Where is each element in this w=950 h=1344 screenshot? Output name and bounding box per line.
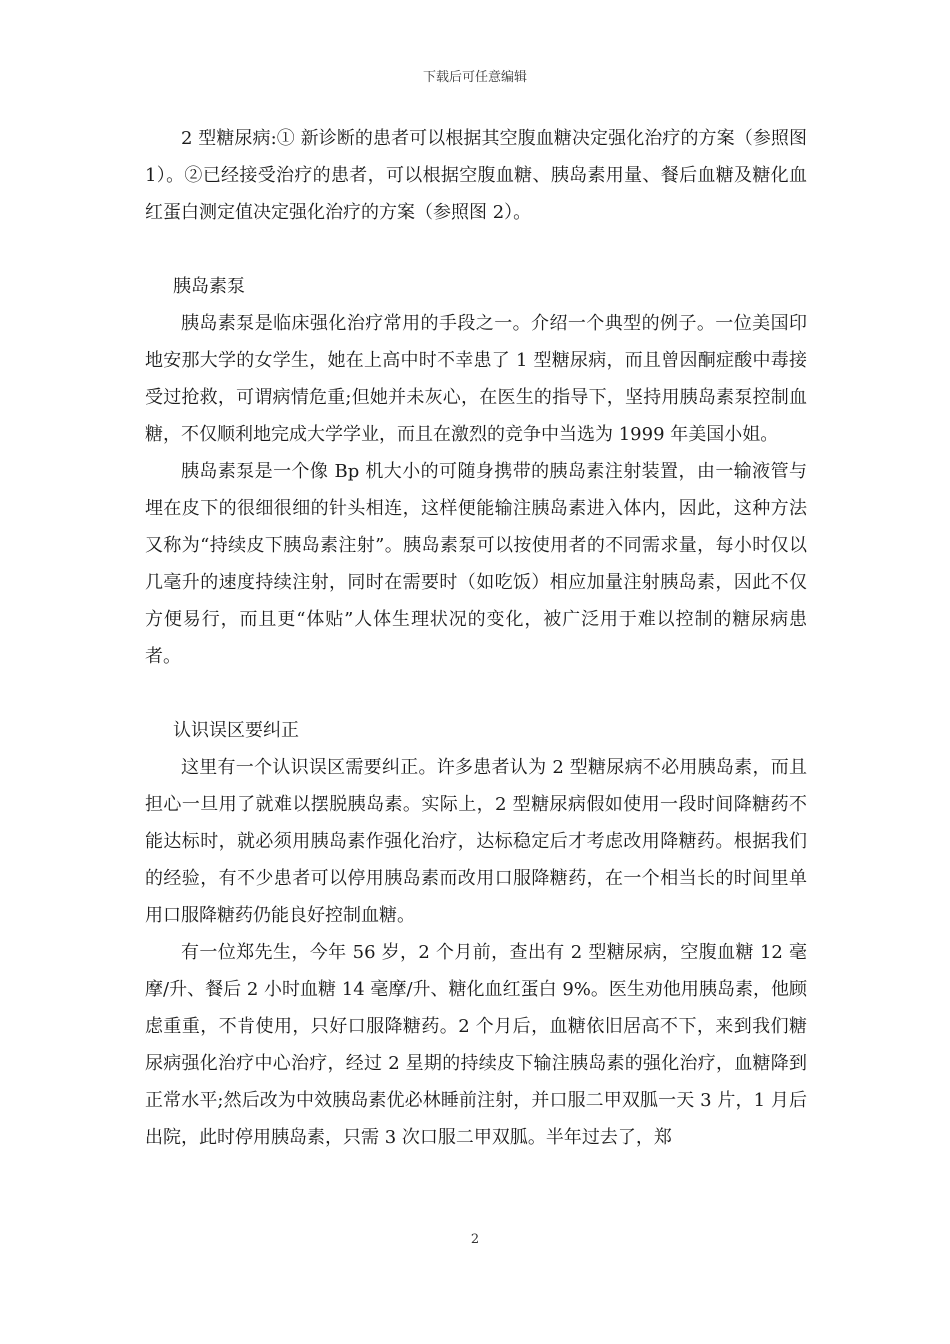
paragraph-pump-description: 胰岛素泵是一个像 Bp 机大小的可随身携带的胰岛素注射装置，由一输液管与埋在皮下的很细很细的针头相连，这样便能输注胰岛素进入体内，因此，这种方法又称为“持续皮下胰岛素注射”。胰岛素泵可以按使用者的不同需求量，每小时仅以几毫升的速度持续注射，同时在需要时（如吃饭）相应加量注射胰岛素，因此不仅方便易行，而且更“体贴”人体生理状况的变化，被广泛用于难以控制的糖尿病患者。 [145, 461, 807, 667]
page-number: 2 [470, 1232, 480, 1247]
paragraph-spacer [145, 675, 807, 712]
section-heading-insulin-pump: 胰岛素泵 [173, 276, 245, 297]
section-heading-misconception: 认识误区要纠正 [173, 720, 299, 741]
document-body [145, 120, 807, 1156]
page-header: 下载后可任意编辑 [422, 70, 527, 85]
paragraph-spacer [145, 231, 807, 268]
paragraph-misconception: 这里有一个认识误区需要纠正。许多患者认为 2 型糖尿病不必用胰岛素，而且担心一旦用了就难以摆脱胰岛素。实际上，2 型糖尿病假如使用一段时间降糖药不能达标时，就必须用胰岛素作强化治疗，达标稳定后才考虑改用降糖药。根据我们的经验，有不少患者可以停用胰岛素而改用口服降糖药，在一个相当长的时间里单用口服降糖药仍能良好控制血糖。 [145, 757, 807, 926]
paragraph-type2-treatment: 2 型糖尿病:① 新诊断的患者可以根据其空腹血糖决定强化治疗的方案（参照图 1）。②已经接受治疗的患者，可以根据空腹血糖、胰岛素用量、餐后血糖及糖化血红蛋白测定值决定强化治疗的方案（参照图 2）。 [145, 128, 807, 223]
paragraph-pump-example: 胰岛素泵是临床强化治疗常用的手段之一。介绍一个典型的例子。一位美国印地安那大学的女学生，她在上高中时不幸患了 1 型糖尿病，而且曾因酮症酸中毒接受过抢救，可谓病情危重;但她并未灰心，在医生的指导下，坚持用胰岛素泵控制血糖，不仅顺利地完成大学学业，而且在激烈的竞争中当选为 1999 年美国小姐。 [145, 313, 807, 445]
paragraph-case-study: 有一位郑先生，今年 56 岁，2 个月前，查出有 2 型糖尿病，空腹血糖 12 毫摩/升、餐后 2 小时血糖 14 毫摩/升、糖化血红蛋白 9%。医生劝他用胰岛素，他顾虑重重，不肯使用，只好口服降糖药。2 个月后，血糖依旧居高不下，来到我们糖尿病强化治疗中心治疗，经过 2 星期的持续皮下输注胰岛素的强化治疗，血糖降到正常水平;然后改为中效胰岛素优必林睡前注射，并口服二甲双胍一天 3 片，1 月后出院，此时停用胰岛素，只需 3 次口服二甲双胍。半年过去了，郑 [145, 942, 807, 1148]
